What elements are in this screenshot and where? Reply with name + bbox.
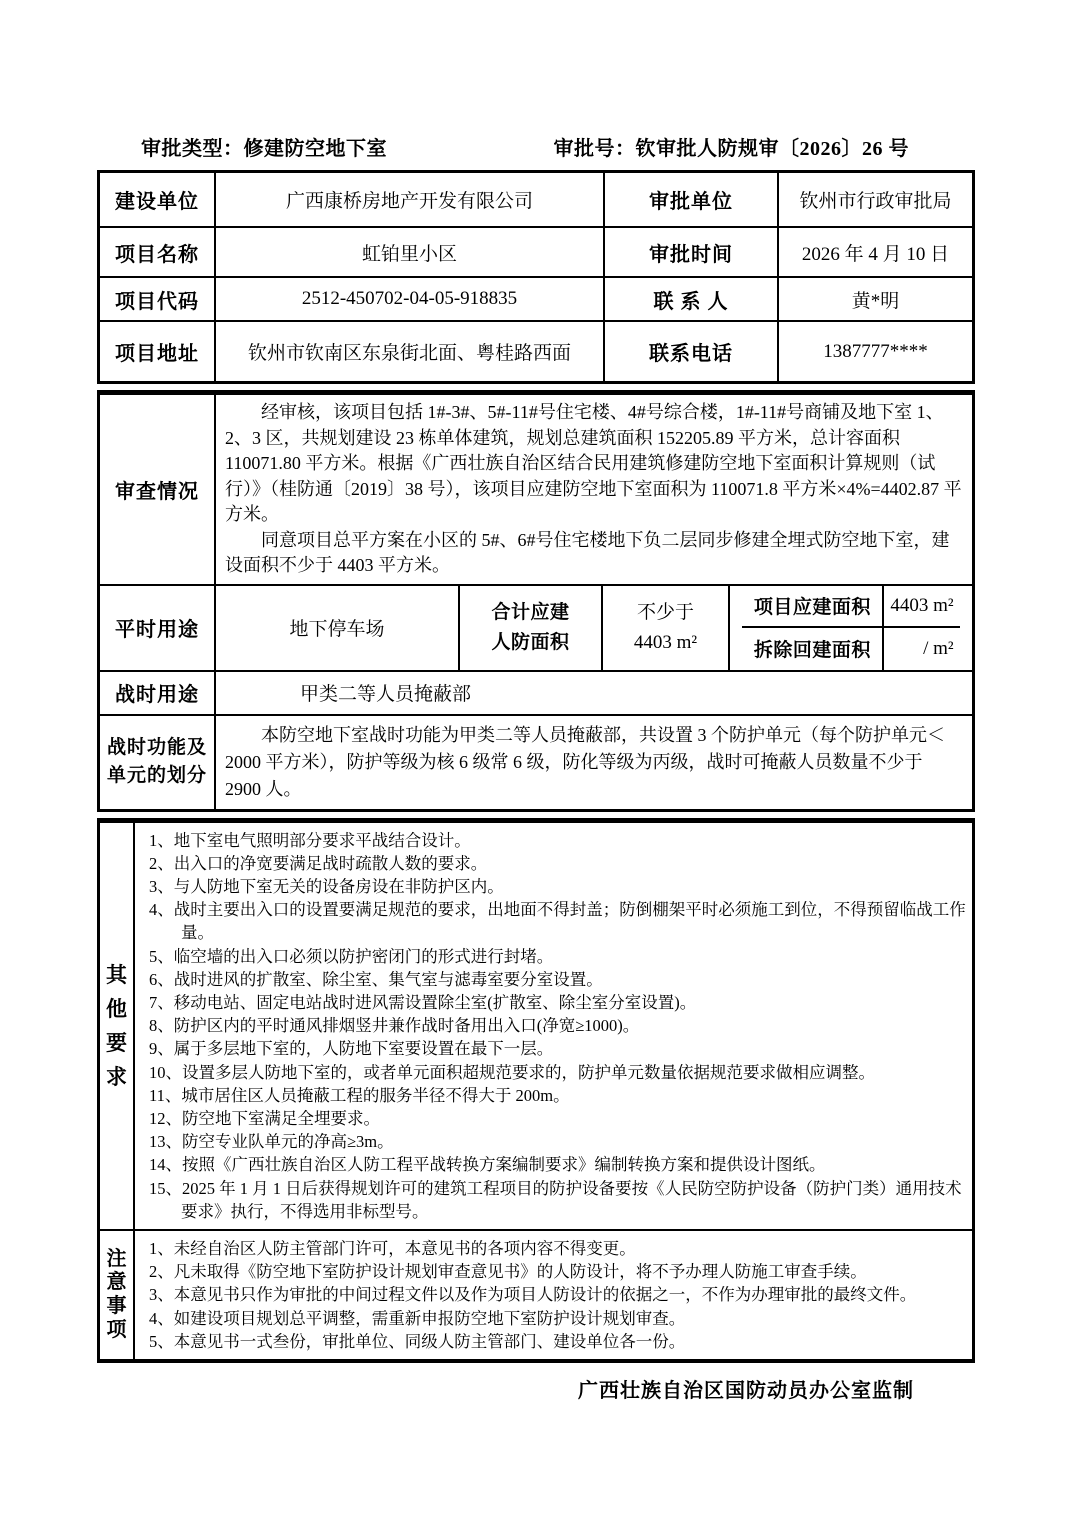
should-build-area-row — [742, 586, 959, 628]
requirement-item: 11、城市居住区人员掩蔽工程的服务半径不得大于 200m。 — [149, 1085, 570, 1105]
peacetime-use-row — [100, 586, 972, 672]
note-item: 1、未经自治区人防主管部门许可，本意见书的各项内容不得变更。 — [149, 1238, 636, 1258]
other-requirements-row — [100, 823, 972, 1231]
review-row — [100, 395, 972, 586]
requirement-item: 14、按照《广西壮族自治区人防工程平战转换方案编制要求》编制转换方案和提供设计图纸。 — [149, 1155, 826, 1175]
table-row — [100, 173, 972, 228]
requirement-item: 1、地下室电气照明部分要求平战结合设计。 — [149, 830, 471, 850]
wartime-function-content — [216, 716, 972, 809]
table-row — [100, 228, 972, 278]
demolish-rebuild-area-label: 拆除回建面积 — [742, 628, 884, 670]
other-requirements-label: 其他要求 — [100, 823, 135, 1229]
field-label-project-name: 项目名称 — [100, 228, 216, 276]
requirement-item: 8、防护区内的平时通风排烟竖井兼作战时备用出入口(净宽≥1000)。 — [149, 1016, 640, 1036]
title-bar — [97, 132, 975, 161]
peacetime-use-value: 地下停车场 — [216, 586, 460, 670]
issuing-authority: 广西壮族自治区国防动员办公室监制 — [578, 1379, 914, 1402]
wartime-function-row — [100, 716, 972, 809]
requirement-item: 13、防空专业队单元的净高≥3m。 — [149, 1132, 394, 1152]
notes-label: 注意事项 — [100, 1231, 135, 1359]
notes-list — [135, 1231, 972, 1359]
field-label-contact-person: 联 系 人 — [605, 278, 779, 320]
should-build-area-value: 4403 m² — [890, 594, 954, 616]
approval-type: 审批类型：修建防空地下室 — [141, 138, 387, 160]
note-item: 2、凡未取得《防空地下室防护设计规划审查意见书》的人防设计，将不予办理人防施工审查手续。 — [149, 1262, 867, 1282]
requirement-item: 2、出入口的净宽要满足战时疏散人数的要求。 — [149, 853, 488, 873]
wartime-function-paragraph: 本防空地下室战时功能为甲类二等人员掩蔽部，共设置 3 个防护单元（每个防护单元＜2000 平方米），防护等级为核 6 级常 6 级，防化等级为丙级，战时可掩蔽人员数量不少于 2900 人。 — [225, 724, 945, 799]
total-required-area-value: 不少于 4403 m² — [603, 586, 730, 670]
field-value-project-code: 2512-450702-04-05-918835 — [216, 278, 605, 320]
approval-number: 审批号：钦审批人防规审〔2026〕26 号 — [553, 138, 909, 160]
wartime-use-value: 甲类二等人员掩蔽部 — [300, 684, 472, 705]
peacetime-use-label: 平时用途 — [100, 586, 216, 670]
review-paragraph: 经审核，该项目包括 1#-3#、5#-11#号住宅楼、4#号综合楼，1#-11#号商铺及地下室 1、2、3 区，共规划建设 23 栋单体建筑，规划总建筑面积 152205.89 平方米，总计容面积 110071.80 平方米。根据《广西壮族自治区结合民用建筑修建防空地下室面积计算规则（试行）》（桂防通〔2019〕38 号），该项目应建防空地下室面积为 110071.8 平方米×4%=4402.87 平方米。 — [225, 402, 962, 524]
requirement-item: 15、2025 年 1 月 1 日后获得规划许可的建筑工程项目的防护设备要按《人民防空防护设备（防护门类）通用技术要求》执行，不得选用非标型号。 — [149, 1178, 962, 1221]
field-value-contact-phone: 1387777**** — [823, 340, 928, 362]
field-value-approval-unit: 钦州市行政审批局 — [799, 191, 952, 212]
requirement-item: 5、临空墙的出入口必须以防护密闭门的形式进行封堵。 — [149, 946, 554, 966]
note-item: 4、如建设项目规划总平调整，需重新申报防空地下室防护设计规划审查。 — [149, 1308, 686, 1328]
project-info-table — [97, 170, 975, 384]
demolish-rebuild-area-value: / m² — [923, 637, 954, 659]
review-paragraph: 同意项目总平方案在小区的 5#、6#号住宅楼地下负二层同步修建全埋式防空地下室，建设面积不少于 4403 平方米。 — [225, 529, 950, 575]
should-build-area-label: 项目应建面积 — [742, 586, 884, 626]
requirement-item: 9、属于多层地下室的，人防地下室要设置在最下一层。 — [149, 1039, 554, 1059]
table-row — [100, 322, 972, 381]
note-item: 5、本意见书一式叁份，审批单位、同级人防主管部门、建设单位各一份。 — [149, 1331, 686, 1351]
field-value-approval-time: 2026 年 4 月 10 日 — [801, 243, 950, 265]
field-value-project-name: 虹铂里小区 — [216, 228, 605, 276]
note-item: 3、本意见书只作为审批的中间过程文件以及作为项目人防设计的依据之一，不作为办理审批的最终文件。 — [149, 1285, 917, 1305]
requirement-item: 10、设置多层人防地下室的，或者单元面积超规范要求的，防护单元数量依据规范要求做相应调整。 — [149, 1062, 875, 1082]
wartime-use-row — [100, 672, 972, 716]
total-required-area-label: 合计应建 人防面积 — [460, 586, 603, 670]
field-value-construction-unit: 广西康桥房地产开发有限公司 — [216, 173, 605, 226]
requirement-item: 6、战时进风的扩散室、除尘室、集气室与滤毒室要分室设置。 — [149, 969, 603, 989]
field-value-project-address: 钦州市钦南区东泉街北面、粤桂路西面 — [216, 322, 605, 381]
notes-row — [100, 1231, 972, 1359]
table-row — [100, 278, 972, 322]
review-content — [216, 395, 972, 584]
other-requirements-list — [135, 823, 972, 1229]
field-label-construction-unit: 建设单位 — [100, 173, 216, 226]
field-value-contact-person: 黄*明 — [851, 290, 900, 312]
field-label-approval-time: 审批时间 — [605, 228, 779, 276]
wartime-use-label: 战时用途 — [100, 672, 216, 714]
requirements-table — [97, 818, 975, 1363]
requirement-item: 3、与人防地下室无关的设备房设在非防护区内。 — [149, 876, 504, 896]
field-label-contact-phone: 联系电话 — [605, 322, 779, 381]
field-label-project-address: 项目地址 — [100, 322, 216, 381]
review-table — [97, 390, 975, 812]
requirement-item: 12、防空地下室满足全埋要求。 — [149, 1108, 380, 1128]
area-sub-table — [730, 586, 972, 670]
review-label: 审查情况 — [100, 395, 216, 584]
wartime-function-label: 战时功能及 单元的划分 — [100, 716, 216, 809]
requirement-item: 7、移动电站、固定电站战时进风需设置除尘室(扩散室、除尘室分室设置)。 — [149, 992, 697, 1012]
requirement-item: 4、战时主要出入口的设置要满足规范的要求，出地面不得封盖；防倒棚架平时必须施工到位，不得预留临战工作量。 — [149, 900, 966, 943]
demolish-rebuild-area-row — [742, 628, 959, 670]
field-label-project-code: 项目代码 — [100, 278, 216, 320]
field-label-approval-unit: 审批单位 — [605, 173, 779, 226]
